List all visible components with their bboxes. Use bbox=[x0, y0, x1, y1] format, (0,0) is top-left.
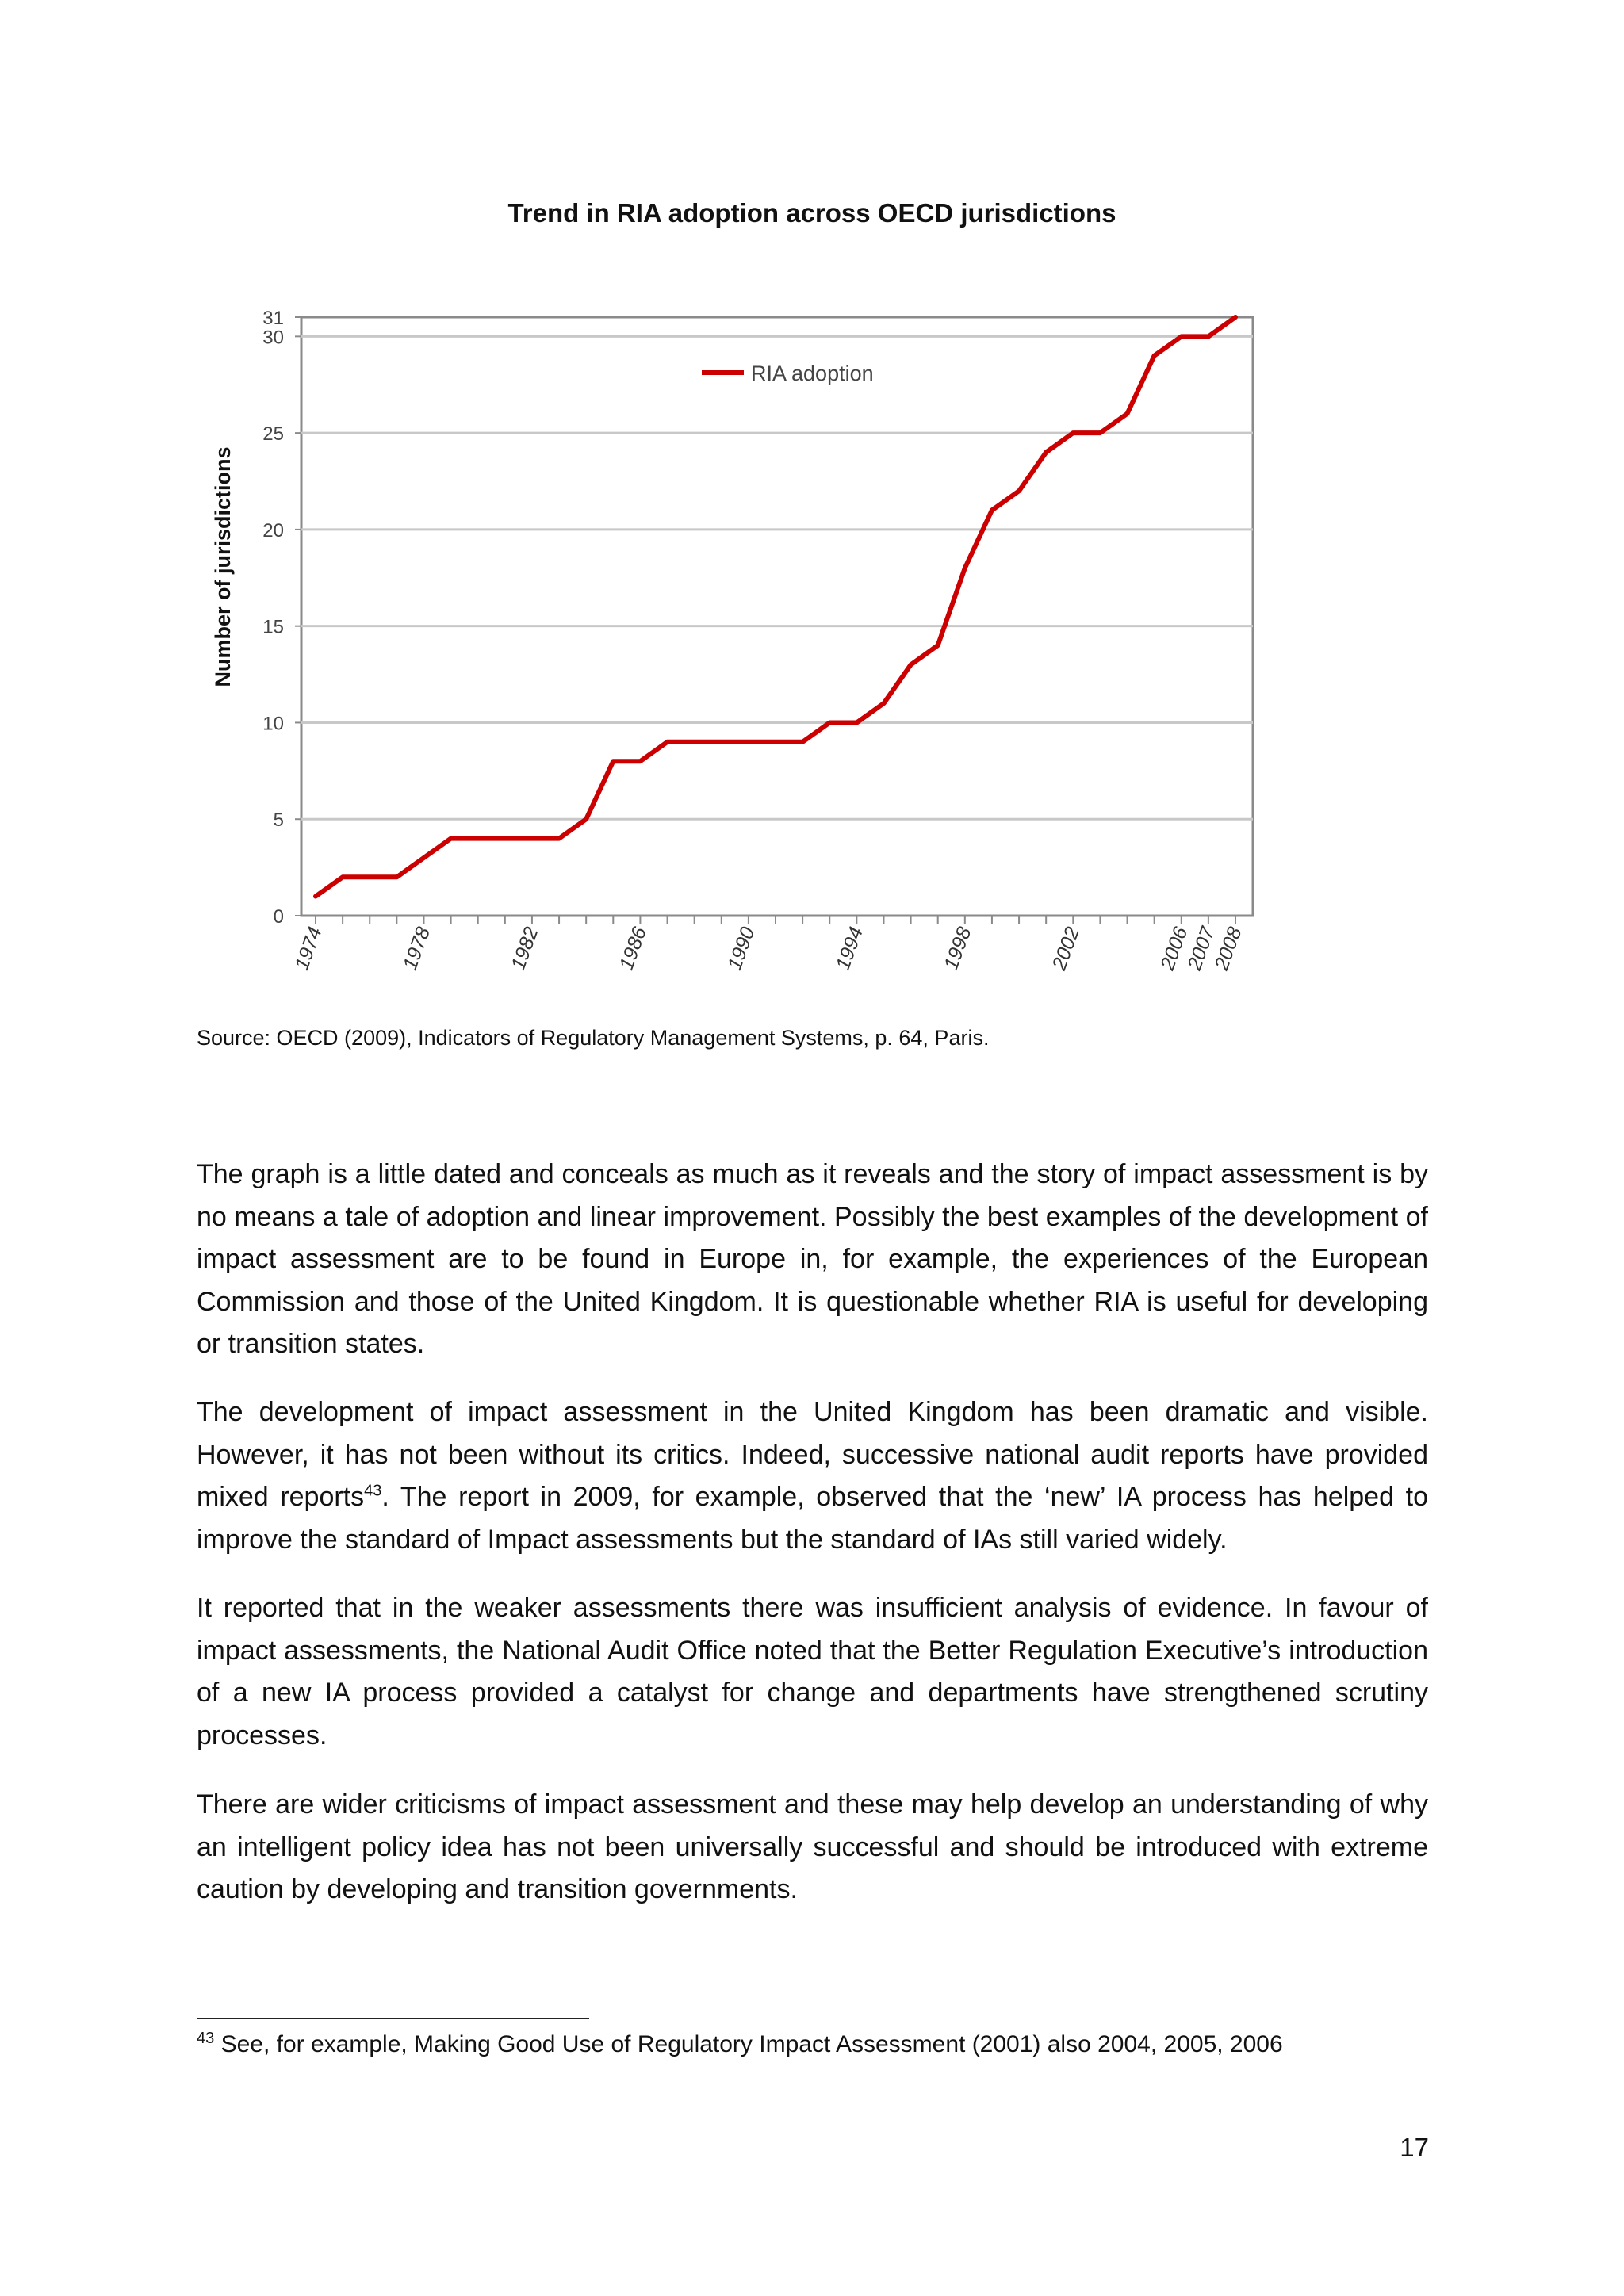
y-tick-label: 20 bbox=[262, 519, 284, 541]
y-tick-label: 25 bbox=[262, 423, 284, 446]
x-tick-label: 2007 bbox=[1183, 924, 1220, 974]
x-axis-ticks bbox=[290, 916, 1246, 974]
paragraph: It reported that in the weaker assessments there was insufficient analysis of evidence. In favour of impact assessments, the National Audit Office noted that the Better Regulation Executive’s introduction of a new IA process provided a catalyst for change and departments have strengthened scrutiny processes. bbox=[197, 1593, 1428, 1751]
paragraph-text: . The report in 2009, for example, observed that the ‘new’ IA process has helped to improve the standard of Impact assessments but the standard of IAs still varied widely. bbox=[197, 1482, 1428, 1555]
footnote-text: See, for example, Making Good Use of Regulatory Impact Assessment (2001) also 2004, 2005, 2006 bbox=[214, 2031, 1283, 2057]
plot-area bbox=[301, 317, 1253, 916]
page-number: 17 bbox=[1400, 2133, 1429, 2162]
footnote bbox=[197, 2031, 1283, 2058]
x-tick-label: 1978 bbox=[398, 924, 435, 974]
x-tick-label: 1974 bbox=[290, 924, 327, 974]
y-tick-label: 31 bbox=[262, 308, 284, 329]
x-tick-label: 2006 bbox=[1156, 924, 1193, 974]
paragraph bbox=[197, 1391, 1428, 1561]
x-tick-label: 1982 bbox=[507, 924, 543, 974]
y-tick-label: 10 bbox=[262, 713, 284, 735]
y-tick-label: 30 bbox=[262, 327, 284, 349]
paragraph-text: The development of impact assessment in the United Kingdom has been dramatic and visible. However, it has not been without its critics. Indeed, successive national audit reports have provided mixed reports bbox=[197, 1397, 1428, 1512]
chart-title: Trend in RIA adoption across OECD jurisdictions bbox=[508, 198, 1116, 228]
paragraph: The graph is a little dated and conceals as much as it reveals and the story of impact assessment is by no means a tale of adoption and linear improvement. Possibly the best examples of the development of impact assessment are to be found in Europe in, for example, the experiences of the European Commission and those of the United Kingdom. It is questionable whether RIA is useful for developing or transition states. bbox=[197, 1159, 1428, 1359]
x-tick-label: 2002 bbox=[1048, 924, 1084, 974]
legend-label: RIA adoption bbox=[751, 362, 874, 385]
y-axis-ticks bbox=[262, 308, 301, 928]
x-tick-label: 1990 bbox=[723, 924, 760, 974]
x-tick-label: 2008 bbox=[1210, 924, 1247, 974]
y-axis-label: Number of jurisdictions bbox=[211, 446, 235, 687]
y-tick-label: 5 bbox=[273, 809, 284, 832]
y-tick-label: 15 bbox=[262, 616, 284, 638]
ria-adoption-chart bbox=[198, 281, 1324, 995]
footnote-separator bbox=[197, 2018, 589, 2019]
x-tick-label: 1994 bbox=[831, 924, 868, 974]
x-tick-label: 1998 bbox=[940, 924, 976, 974]
footnote-number: 43 bbox=[197, 2030, 215, 2047]
chart-source-note: Source: OECD (2009), Indicators of Regulatory Management Systems, p. 64, Paris. bbox=[197, 1026, 990, 1050]
paragraph: There are wider criticisms of impact assessment and these may help develop an understanding of why an intelligent policy idea has not been universally successful and should be introduced with extreme caution by developing and transition governments. bbox=[197, 1789, 1428, 1904]
footnote-reference[interactable]: 43 bbox=[364, 1482, 382, 1500]
y-tick-label: 0 bbox=[273, 906, 284, 928]
x-tick-label: 1986 bbox=[615, 924, 652, 974]
